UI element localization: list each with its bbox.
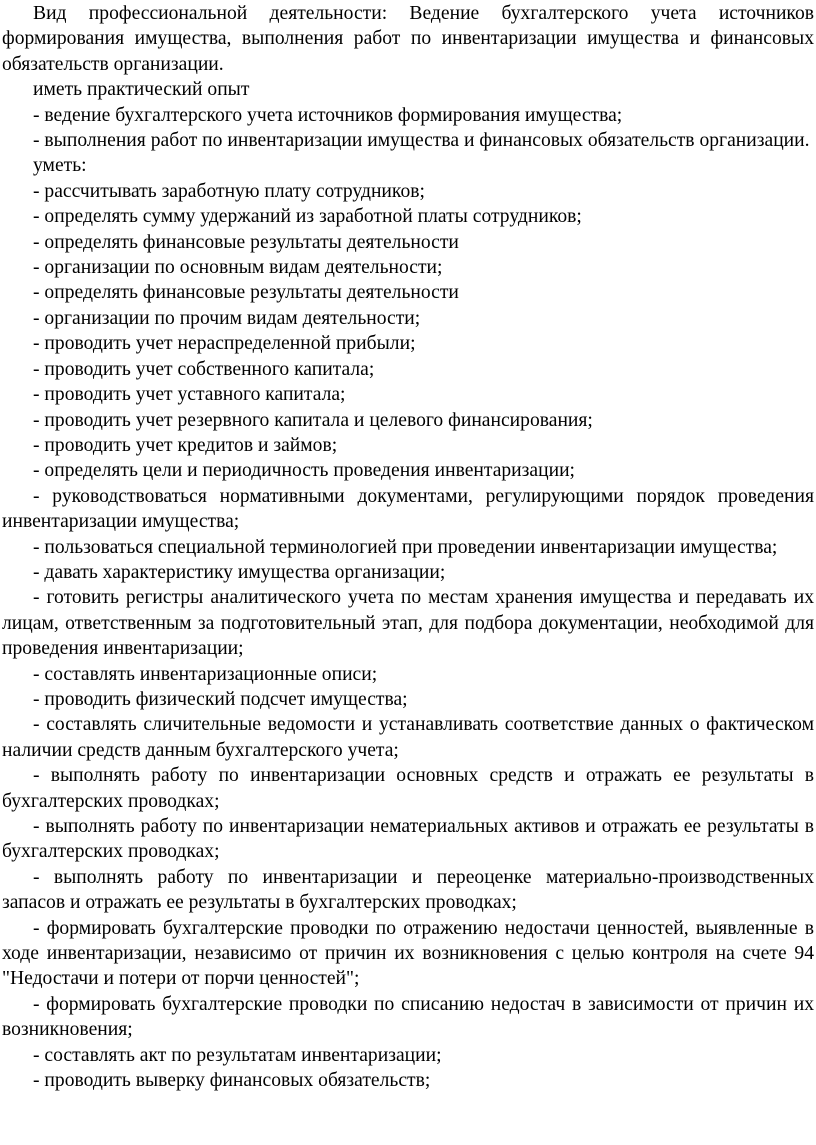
list-item: - проводить учет собственного капитала;	[33, 358, 375, 380]
list-item: - формировать бухгалтерские проводки по списанию недостач в зависимости от причин их возникновения;	[2, 993, 814, 1041]
list-item: - проводить учет нераспределенной прибыли;	[33, 333, 416, 355]
list-item: - формировать бухгалтерские проводки по отражению недостачи ценностей, выявленные в ходе инвентаризации, независимо от причин их возникновения с целью контроля на счете 94 "Недостачи и потери от порчи ценностей";	[2, 917, 814, 990]
list-item: - выполнять работу по инвентаризации нематериальных активов и отражать ее результаты в бухгалтерских проводках;	[2, 816, 814, 863]
list-item: - пользоваться специальной терминологией при проведении инвентаризации имущества;	[33, 536, 778, 558]
document-page	[2, 1, 814, 1093]
list-item: - проводить учет резервного капитала и целевого финансирования;	[33, 409, 593, 431]
list-item: - выполнять работу по инвентаризации и переоценке материально-производственных запасов и отражать ее результаты в бухгалтерских проводках;	[2, 866, 814, 914]
list-item: - организации по основным видам деятельности;	[33, 257, 443, 279]
list-item: - проводить физический подсчет имущества;	[33, 688, 408, 710]
list-item: - выполнять работу по инвентаризации основных средств и отражать ее результаты в бухгалтерских проводках;	[2, 765, 814, 812]
list-item: - проводить учет кредитов и займов;	[33, 434, 338, 456]
list-item: - проводить учет уставного капитала;	[33, 384, 346, 406]
list-item: - ведение бухгалтерского учета источников формирования имущества;	[33, 104, 623, 126]
paragraph-experience-heading: иметь практический опыт	[33, 79, 250, 101]
paragraph-skills-heading: уметь:	[33, 155, 87, 177]
list-item: - определять финансовые результаты деятельности	[33, 282, 459, 304]
list-item: - составлять акт по результатам инвентаризации;	[33, 1044, 442, 1066]
list-item: - организации по прочим видам деятельности;	[33, 307, 421, 329]
list-item: - определять финансовые результаты деятельности	[33, 231, 459, 253]
list-item: - составлять сличительные ведомости и устанавливать соответствие данных о фактическом наличии средств данным бухгалтерского учета;	[2, 714, 814, 761]
paragraph-activity-type: Вид профессиональной деятельности: Ведение бухгалтерского учета источников формирования имущества, выполнения работ по инвентаризации имущества и финансовых обязательств организации.	[2, 3, 814, 75]
list-item: - рассчитывать заработную плату сотрудников;	[33, 180, 425, 202]
list-item: - руководствоваться нормативными документами, регулирующими порядок проведения инвентаризации имущества;	[2, 485, 814, 533]
list-item: - готовить регистры аналитического учета по местам хранения имущества и передавать их лицам, ответственным за подготовительный этап, для подбора документации, необходимой для проведения инвентаризации;	[2, 587, 814, 660]
list-item: - определять цели и периодичность проведения инвентаризации;	[33, 460, 576, 482]
list-item: - определять сумму удержаний из заработной платы сотрудников;	[33, 206, 582, 228]
list-item: - составлять инвентаризационные описи;	[33, 663, 378, 685]
list-item: - давать характеристику имущества организации;	[33, 561, 446, 583]
list-item: - проводить выверку финансовых обязательств;	[33, 1070, 431, 1092]
list-item: - выполнения работ по инвентаризации имущества и финансовых обязательств организации.	[33, 130, 810, 152]
